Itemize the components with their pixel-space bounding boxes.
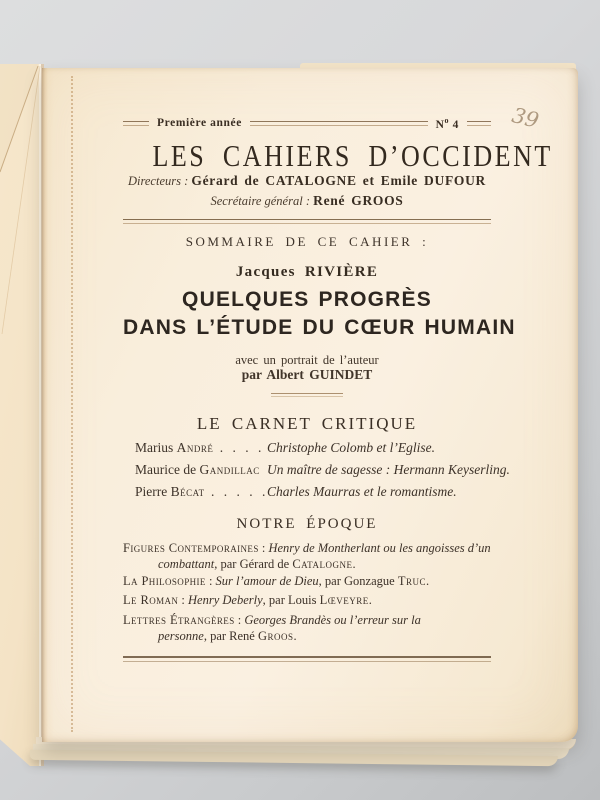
carnet-entries [123,440,510,506]
epoque-separator: : [258,541,269,555]
epoque-rubric: La Philosophie [123,574,206,588]
spine-shadow [42,68,54,742]
feature-title-line1: QUELQUES PROGRÈS [182,288,432,311]
epoque-work-title: Sur l’amour de Dieu [215,574,319,588]
carnet-entry [135,440,491,455]
author-last-name: André [176,440,214,455]
stitching-dotted-line [71,76,73,732]
epoque-end: . [425,574,430,588]
author-first-name: Pierre [135,484,171,499]
issue-header-row [123,116,491,131]
issue-ordinal: o [444,116,450,125]
epoque-end: . [368,593,372,607]
masthead-divider-rule [123,219,491,224]
epoque-heading: NOTRE ÉPOQUE [236,516,378,532]
secretary-separator: : [302,194,314,208]
feature-title-line2: DANS L’ÉTUDE DU CŒUR HUMAIN [123,316,516,339]
directors-label: Directeurs [127,174,181,188]
epoque-work-title: Georges Brandès ou l’erreur sur la personne [158,613,421,643]
carnet-work-title: Un maître de sagesse : Hermann Keyserling. [267,462,510,477]
header-rule-right [467,121,491,126]
issue-number [436,116,459,131]
epoque-by-name: Catalogne [292,556,353,571]
epoque-by-prefix: , par Louis [262,593,320,607]
epoque-separator: : [205,574,216,588]
issue-num: 4 [452,118,459,131]
carnet-author [135,484,267,499]
issue-letter: N [435,118,445,131]
secretary-line [123,193,491,209]
carnet-heading: LE CARNET CRITIQUE [196,414,418,433]
carnet-author [135,440,267,455]
epoque-entry [123,541,491,572]
author-last-name: Gandillac [199,462,260,477]
folded-cover-flap [0,64,44,766]
secretary-name: René GROOS [313,193,404,208]
epoque-separator: : [178,593,189,607]
epoque-by-prefix: , par René [203,628,258,643]
directors-line [123,173,491,189]
epoque-by-name: Groos [257,628,294,643]
epoque-by-name: Lœveyre [319,593,369,607]
bottom-divider-rule [123,656,491,662]
fold-crease-lines [0,64,44,766]
carnet-entry [135,462,510,477]
epoque-by-name: Truc [397,574,426,588]
carnet-work-title: Christophe Colomb et l’Eglise. [267,440,435,455]
epoque-rubric: Le Roman [123,593,179,607]
epoque-separator: : [234,613,245,627]
epoque-entry [123,613,491,644]
carnet-work-title: Charles Maurras et le romantisme. [267,484,457,499]
header-rule-middle [250,121,428,126]
edition-label: Première année [157,117,242,130]
secretary-label: Secrétaire général [210,194,303,208]
epoque-by-prefix: , par Gérard de [214,556,293,571]
epoque-rubric: Lettres Étrangères [123,613,235,627]
epoque-entry [123,593,491,609]
epoque-end: . [352,556,356,571]
epoque-work-title: Henry de Montherlant ou les angoisses d’un combattant [158,541,491,571]
handwritten-pencil-number: 39 [509,103,542,133]
portrait-note-line2: par Albert GUINDET [241,367,373,382]
dot-leader: . . . . [213,440,265,455]
journal-cover-page [42,68,578,742]
short-divider-rule [271,393,343,397]
portrait-note-line1: avec un portrait de l’auteur [235,353,379,367]
author-last-name: Bécat [170,484,205,499]
directors-separator: : [180,174,192,188]
header-rule-left [123,121,149,126]
feature-author: Jacques RIVIÈRE [235,264,379,280]
epoque-rubric: Figures Contemporaines [123,541,259,555]
author-first-name: Marius [135,440,177,455]
dot-leader: . . . . . [204,484,269,499]
carnet-entry [135,484,491,499]
author-first-name: Maurice de [135,462,200,477]
epoque-end: . [293,628,297,643]
sommaire-heading: SOMMAIRE DE CE CAHIER : [185,234,429,249]
epoque-entry [123,574,491,590]
directors-names: Gérard de CATALOGNE et Emile DUFOUR [191,173,486,188]
epoque-by-prefix: , par Gonzague [318,574,398,588]
carnet-author [135,462,267,477]
epoque-work-title: Henry Deberly [188,593,263,607]
journal-title: LES CAHIERS D’OCCIDENT [152,138,553,173]
